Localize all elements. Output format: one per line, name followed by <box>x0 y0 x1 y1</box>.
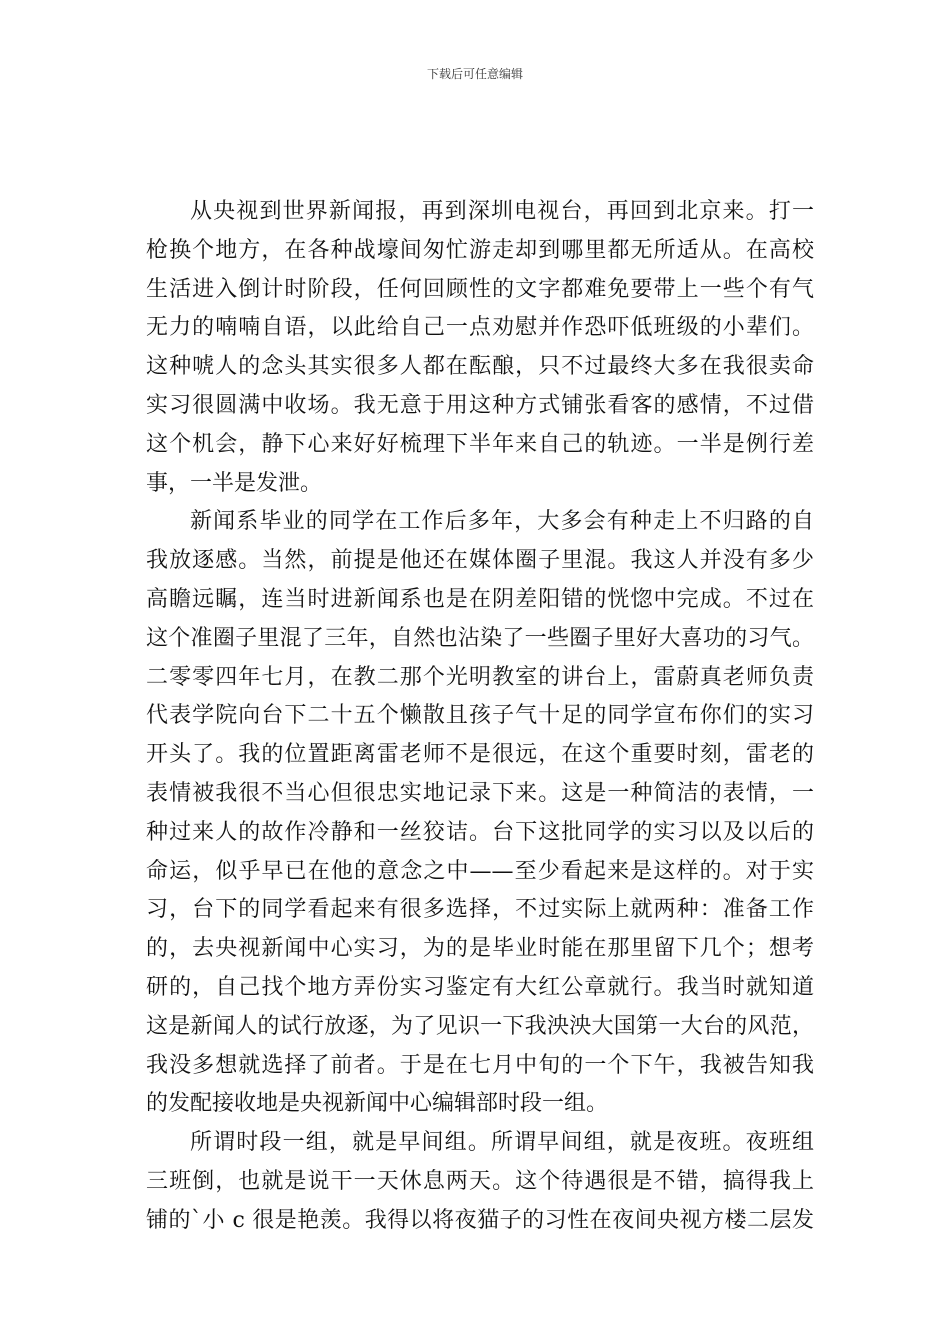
paragraph-1 <box>146 193 814 503</box>
text-line: 从央视到世界新闻报，再到深圳电视台，再回到北京来。打一 <box>190 199 814 224</box>
text-line: 研的，自己找个地方弄份实习鉴定有大红公章就行。我当时就知道 <box>146 974 814 1000</box>
text-line: 无力的喃喃自语，以此给自己一点劝慰并作恐吓低班级的小辈们。 <box>146 315 814 341</box>
text-line: 这个准圈子里混了三年，自然也沾染了一些圈子里好大喜功的习气。 <box>146 625 814 651</box>
text-line: 这种唬人的念头其实很多人都在酝酿，只不过最终大多在我很卖命 <box>146 354 814 380</box>
text-line: 命运，似乎早已在他的意念之中——至少看起来是这样的。对于实 <box>146 858 814 884</box>
text-line: 我放逐感。当然，前提是他还在媒体圈子里混。我这人并没有多少 <box>146 548 814 574</box>
text-line: 这是新闻人的试行放逐，为了见识一下我泱泱大国第一大台的风范， <box>146 1013 814 1039</box>
text-line: 枪换个地方，在各种战壕间匆忙游走却到哪里都无所适从。在高校 <box>146 237 814 263</box>
text-line: 所谓时段一组，就是早间组。所谓早间组，就是夜班。夜班组 <box>190 1130 814 1156</box>
document-body <box>146 193 814 1241</box>
paragraph-2 <box>146 503 814 1124</box>
text-line: 习，台下的同学看起来有很多选择，不过实际上就两种：准备工作 <box>146 897 814 923</box>
text-line: 的，去央视新闻中心实习，为的是毕业时能在那里留下几个；想考 <box>146 936 814 962</box>
text-line: 种过来人的故作冷静和一丝狡诘。台下这批同学的实习以及以后的 <box>146 819 814 845</box>
text-line: 的发配接收地是央视新闻中心编辑部时段一组。 <box>146 1091 609 1117</box>
text-line: 三班倒，也就是说干一天休息两天。这个待遇很是不错，搞得我上 <box>146 1168 814 1194</box>
text-line: 开头了。我的位置距离雷老师不是很远，在这个重要时刻，雷老的 <box>146 742 814 768</box>
paragraph-3 <box>146 1124 814 1240</box>
text-line: 二零零四年七月，在教二那个光明教室的讲台上，雷蔚真老师负责 <box>146 664 814 690</box>
text-line: 实习很圆满中收场。我无意于用这种方式铺张看客的感情，不过借 <box>146 392 814 418</box>
text-line: 表情被我很不当心但很忠实地记录下来。这是一种简洁的表情，一 <box>146 780 814 806</box>
text-line: 事，一半是发泄。 <box>146 470 323 496</box>
text-line: 生活进入倒计时阶段，任何回顾性的文字都难免要带上一些个有气 <box>146 276 814 302</box>
text-line: 铺的`小 c 很是艳羡。我得以将夜猫子的习性在夜间央视方楼二层发 <box>146 1207 814 1233</box>
text-line: 这个机会，静下心来好好梳理下半年来自己的轨迹。一半是例行差 <box>146 431 814 457</box>
page-header: 下载后可任意编辑 <box>426 67 523 81</box>
text-line: 新闻系毕业的同学在工作后多年，大多会有种走上不归路的自 <box>190 509 814 535</box>
text-line: 代表学院向台下二十五个懒散且孩子气十足的同学宣布你们的实习 <box>146 703 814 729</box>
text-line: 我没多想就选择了前者。于是在七月中旬的一个下午，我被告知我 <box>146 1052 814 1078</box>
text-line: 高瞻远瞩，连当时进新闻系也是在阴差阳错的恍惚中完成。不过在 <box>146 586 814 612</box>
